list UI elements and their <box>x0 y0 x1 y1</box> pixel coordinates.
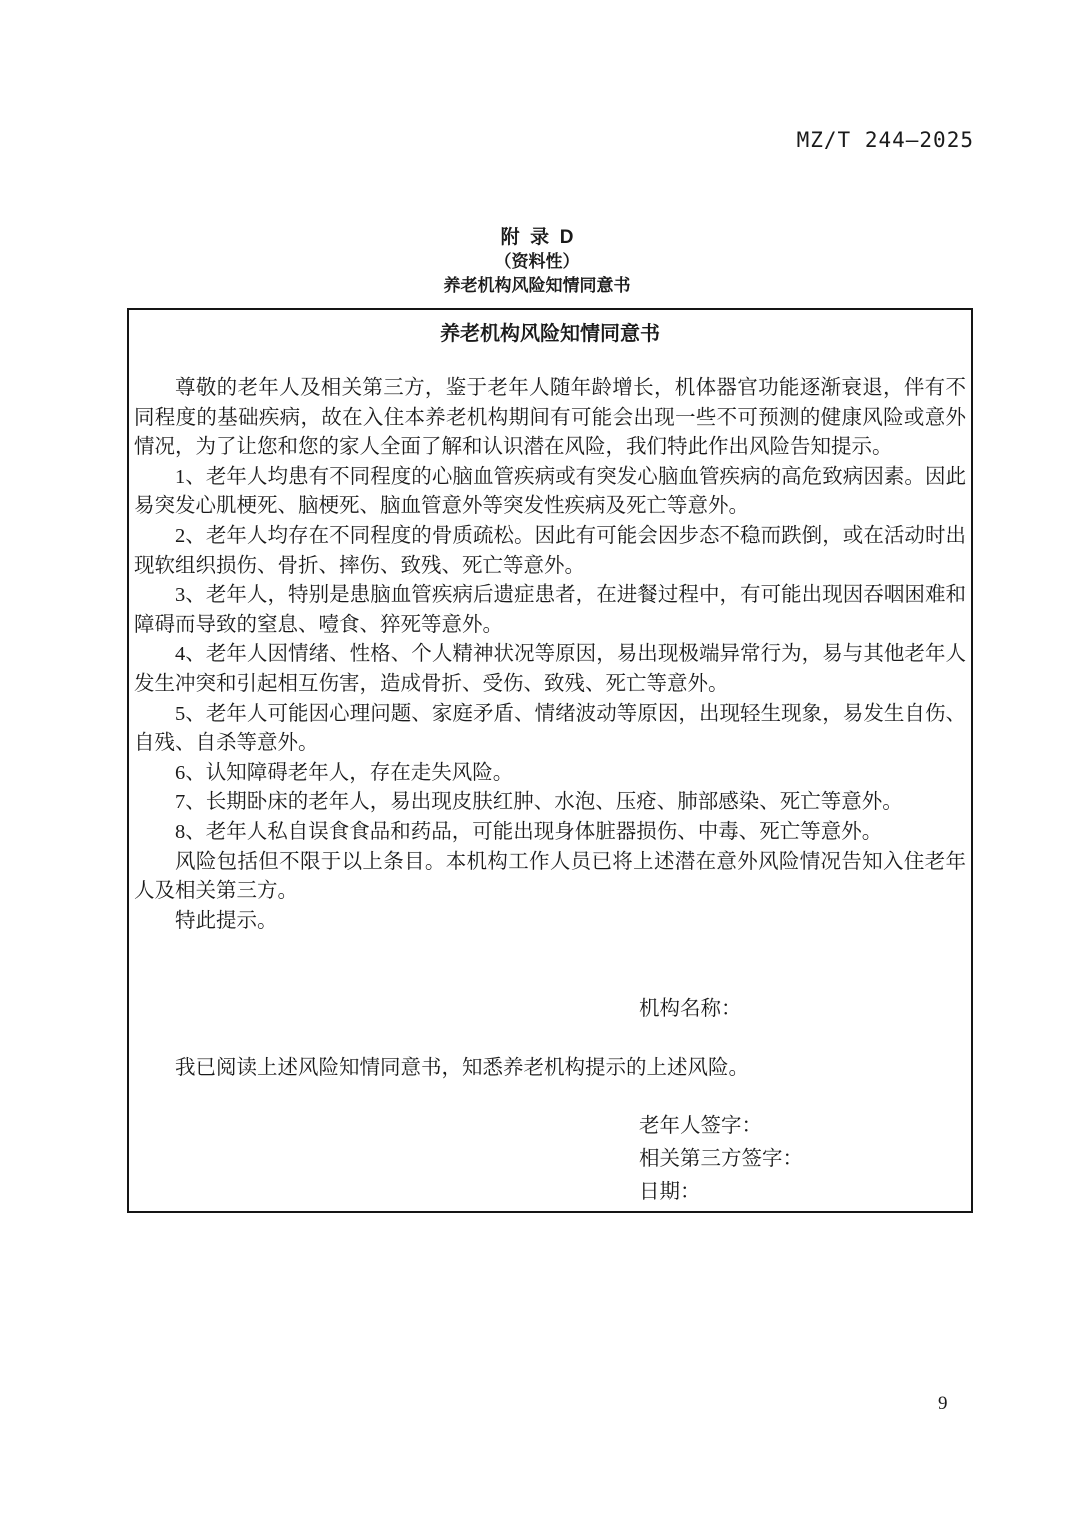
org-name-label: 机构名称： <box>639 998 742 1021</box>
risk-item-1: 1、老年人均患有不同程度的心脑血管疾病或有突发心脑血管疾病的高危致病因素。因此易突发心肌梗死、脑梗死、脑血管意外等突发性疾病及死亡等意外。 <box>134 465 966 518</box>
closing-paragraph: 风险包括但不限于以上条目。本机构工作人员已将上述潜在意外风险情况告知入住老年人及相关第三方。 <box>134 850 966 903</box>
appendix-label: 附 录 D <box>500 227 574 248</box>
acknowledgement-paragraph: 我已阅读上述风险知情同意书，知悉养老机构提示的上述风险。 <box>175 1057 749 1080</box>
appendix-informative-note: （资料性） <box>494 252 580 271</box>
risk-item-4: 4、老年人因情绪、性格、个人精神状况等原因，易出现极端异常行为，易与其他老年人发生冲突和引起相互伤害，造成骨折、受伤、致残、死亡等意外。 <box>134 643 966 695</box>
signature-block <box>639 1110 966 1209</box>
elder-signature-label: 老年人签字： <box>639 1115 762 1138</box>
date-label: 日期： <box>639 1181 701 1204</box>
risk-item-8: 8、老年人私自误食食品和药品，可能出现身体脏器损伤、中毒、死亡等意外。 <box>175 820 883 843</box>
consent-form-box <box>127 308 973 1213</box>
notice-line: 特此提示。 <box>175 909 278 932</box>
risk-item-6: 6、认知障碍老年人，存在走失风险。 <box>175 761 514 784</box>
risk-item-3: 3、老年人，特别是患脑血管疾病后遗症患者，在进餐过程中，有可能出现因吞咽困难和障碍而导致的窒息、噎食、猝死等意外。 <box>134 584 966 636</box>
third-party-signature-label: 相关第三方签字： <box>639 1148 803 1171</box>
appendix-heading <box>0 226 1074 298</box>
page-number: 9 <box>938 1393 948 1414</box>
standard-number: MZ/T 244—2025 <box>796 128 974 152</box>
risk-item-5: 5、老年人可能因心理问题、家庭矛盾、情绪波动等原因，出现轻生现象，易发生自伤、自残、自杀等意外。 <box>134 702 966 755</box>
consent-form-title: 养老机构风险知情同意书 <box>440 323 660 345</box>
appendix-title: 养老机构风险知情同意书 <box>443 276 631 295</box>
risk-item-7: 7、长期卧床的老年人，易出现皮肤红肿、水泡、压疮、肺部感染、死亡等意外。 <box>175 791 903 814</box>
risk-item-2: 2、老年人均存在不同程度的骨质疏松。因此有可能会因步态不稳而跌倒，或在活动时出现软组织损伤、骨折、摔伤、致残、死亡等意外。 <box>134 524 966 577</box>
intro-paragraph: 尊敬的老年人及相关第三方，鉴于老年人随年龄增长，机体器官功能逐渐衰退，伴有不同程度的基础疾病，故在入住本养老机构期间有可能会出现一些不可预测的健康风险或意外情况，为了让您和您的家人全面了解和认识潜在风险，我们特此作出风险告知提示。 <box>134 377 966 459</box>
